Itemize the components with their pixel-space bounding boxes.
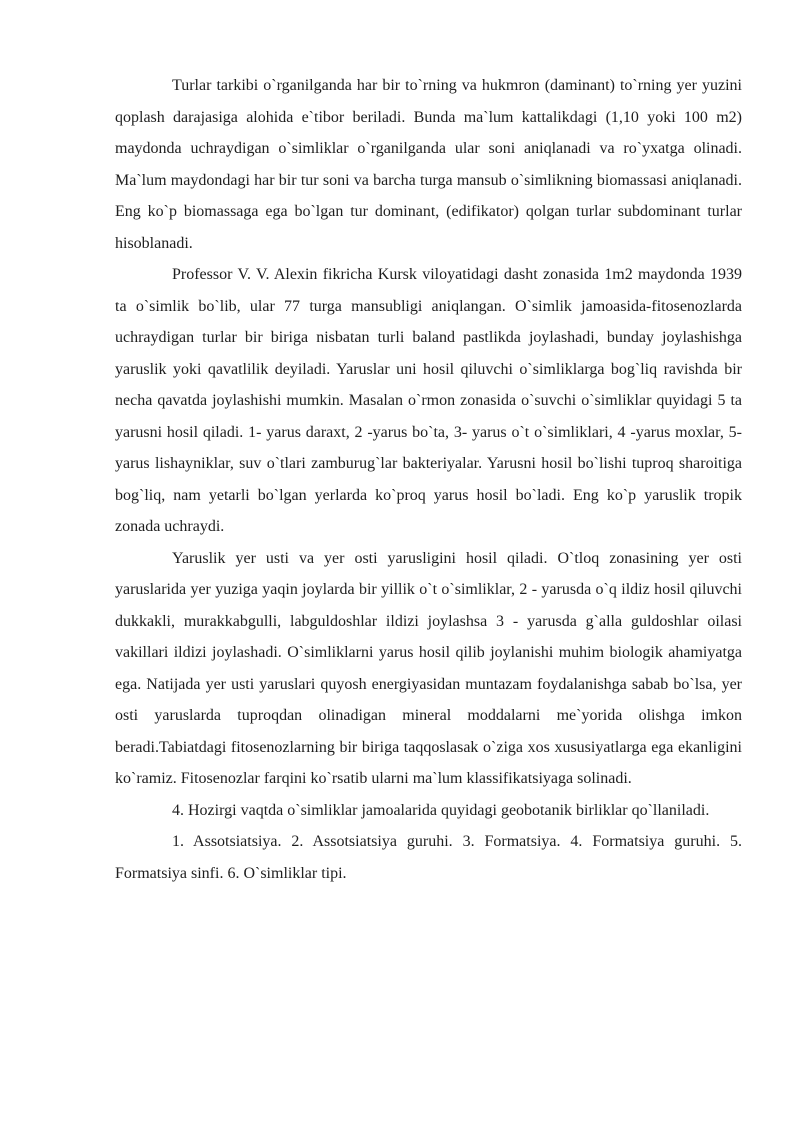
paragraph-species-composition: Turlar tarkibi o`rganilganda har bir to`rning va hukmron (daminant) to`rning yer yuzini qoplash darajasiga alohida e`tibor beriladi. Bunda ma`lum kattalikdagi (1,10 yoki 100 m2) maydonda uchraydigan o`simliklar o`rganilganda ular soni aniqlanadi va ro`yxatga olinadi. Ma`lum maydondagi har bir tur soni va barcha turga mansub o`simlikning biomassasi aniqlanadi. Eng ko`p biomassaga ega bo`lgan tur dominant, (edifikator) qolgan turlar subdominant turlar hisoblanadi. bbox=[115, 77, 742, 252]
paragraph-underground-layers: Yaruslik yer usti va yer osti yarusligini hosil qiladi. O`tloq zonasining yer osti yaruslarida yer yuziga yaqin joylarda bir yillik o`t o`simliklar, 2 - yarusda o`q ildiz hosil qiluvchi dukkakli, murakkabgulli, labguldoshlar ildizi joylashsa 3 - yarusda g`alla guldoshlar oilasi vakillari ildizi joylashadi. O`simliklarni yarus hosil qilib joylanishi muhim biologik ahamiyatga ega. Natijada yer usti yaruslari quyosh energiyasidan muntazam foydalanishga sabab bo`lsa, yer osti yaruslarda tuproqdan olinadigan mineral moddalarni me`yorida olishga imkon beradi.Tabiatdagi fitosenozlarning bir biriga taqqoslasak o`ziga xos xususiyatlarga ega ekanligini ko`ramiz. Fitosenozlar farqini ko`rsatib ularni ma`lum klassifikatsiyaga solinadi. bbox=[115, 549, 742, 787]
paragraph-layering: Professor V. V. Alexin fikricha Kursk viloyatidagi dasht zonasida 1m2 maydonda 1939 ta o`simlik bo`lib, ular 77 turga mansubligi aniqlangan. O`simlik jamoasida-fitosenozlarda uchraydigan turlar bir biriga nisbatan turli baland pastlikda joylashadi, bunday joylashishga yaruslik yoki qavatlilik deyiladi. Yaruslar uni hosil qiluvchi o`simliklarga bog`liq ravishda bir necha qavatda joylashishi mumkin. Masalan o`rmon zonasida o`suvchi o`simliklar quyidagi 5 ta yarusni hosil qiladi. 1- yarus daraxt, 2 -yarus bo`ta, 3- yarus o`t o`simliklari, 4 -yarus moxlar, 5- yarus lishayniklar, suv o`tlari zamburug`lar bakteriyalar. Yarusni hosil bo`lishi tuproq sharoitiga bog`liq, nam yetarli bo`lgan yerlarda ko`proq yarus hosil bo`ladi. Eng ko`p yaruslik tropik zonada uchraydi. bbox=[115, 266, 742, 535]
paragraph-geobotanical-units: 4. Hozirgi vaqtda o`simliklar jamoalarida quyidagi geobotanik birliklar qo`llaniladi. bbox=[172, 801, 710, 819]
paragraph-unit-list: 1. Assotsiatsiya. 2. Assotsiatsiya guruhi. 3. Formatsiya. 4. Formatsiya guruhi. 5. Formatsiya sinfi. 6. O`simliklar tipi. bbox=[115, 833, 742, 882]
document-page bbox=[115, 70, 742, 889]
